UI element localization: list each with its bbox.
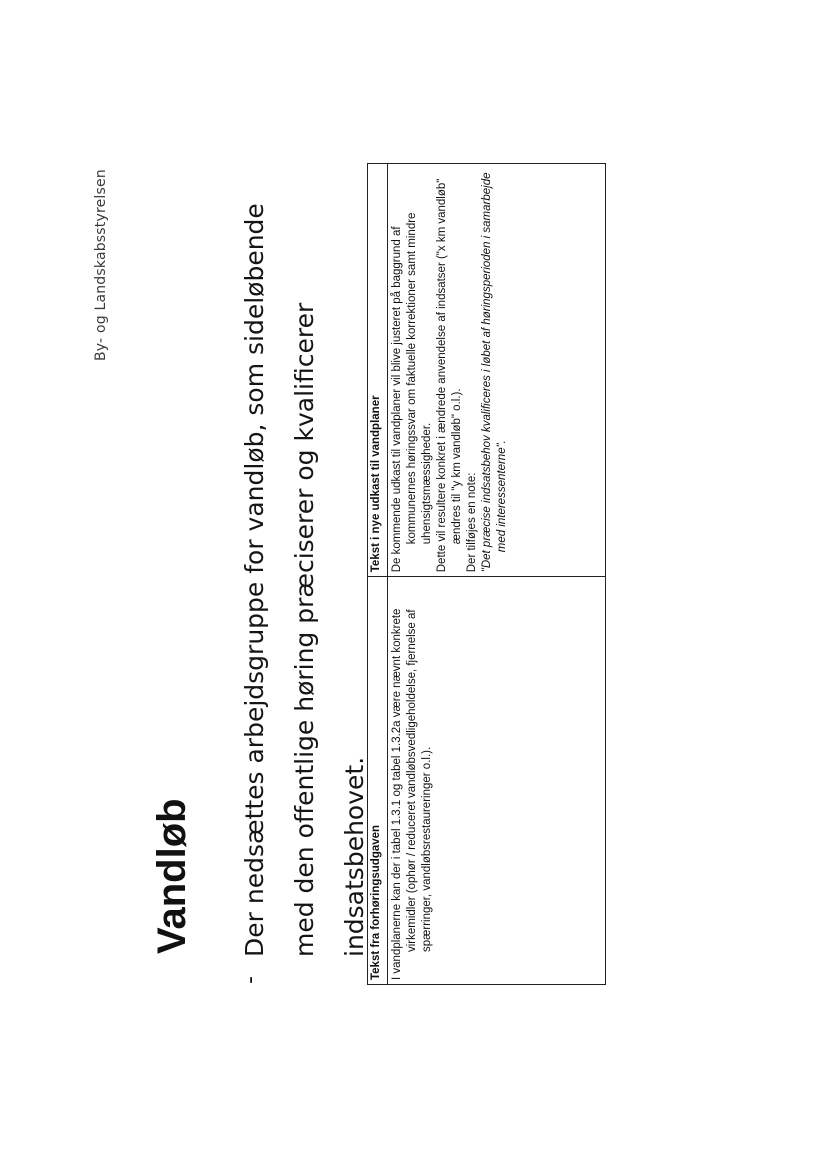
old-text-paragraph: I vandplanerne kan der i tabel 1.3.1 og tabel 1.3.2a være nævnt konkrete virkemidler (ophør / reduceret vandløbsvedligeholdelse, fjernelse af spærringer, vandløbsrestaureringer o.l.). [391,608,433,980]
table-row [388,164,606,985]
header-old-text: Tekst fra forhøringsudgaven [368,577,388,985]
bullet-marker: - [238,976,263,984]
comparison-table [367,163,606,985]
bullet-text: Der nedsættes arbejdsgruppe for vandløb, som sideløbende med den offentlige høring præciserer og kvalificerer indsatsbehovet. [240,203,369,957]
new-text-paragraph-2: Dette vil resultere konkret i ændrede anvendelse af indsatser ("x km vandløb" ændres til "y km vandløb" o.l.). [436,178,463,573]
new-text-paragraph-3: Der tilføjes en note: [466,472,478,573]
new-text-note: "Det præcise indsatsbehov kvalificeres i løbet af høringsperioden i samarbejde med interessenterne". [481,172,508,573]
cell-new-text [388,164,606,577]
new-text-paragraph-1: De kommende udkast til vandplaner vil blive justeret på baggrund af kommunernes høringssvar om faktuelle korrektioner samt mindre uhensigtsmæssigheder. [391,212,433,573]
table-header-row [368,164,388,985]
organization-name: By- og Landskabsstyrelsen [93,169,109,361]
cell-old-text [388,577,606,985]
slide-title: Vandløb [150,798,194,954]
header-new-text: Tekst i nye udkast til vandplaner [368,164,388,577]
